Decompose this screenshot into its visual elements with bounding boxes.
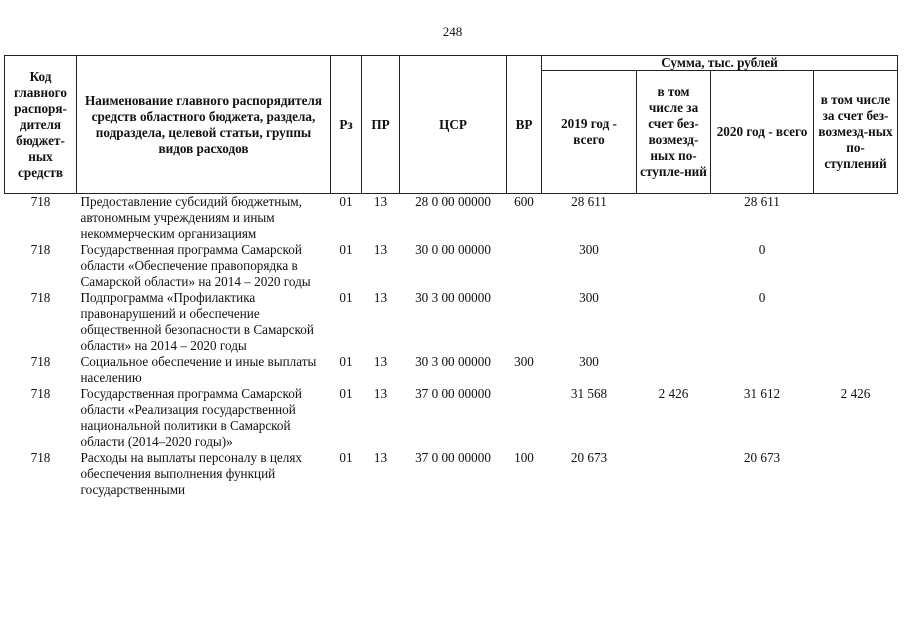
cell-csr: 30 0 00 00000 <box>415 242 491 257</box>
cell-pr: 13 <box>373 450 388 465</box>
cell-name: Подпрограмма «Профилактика правонарушений и обеспечение общественной безопасности в Самарской области» на 2014 – 2020 годы <box>80 290 314 353</box>
cell-rz: 01 <box>339 290 353 305</box>
cell-2020-total: 31 612 <box>743 386 781 401</box>
cell-2020-total <box>711 354 814 386</box>
header-sum-group: Сумма, тыс. рублей <box>542 56 898 71</box>
header-name: Наименование главного распорядителя средств областного бюджета, раздела, подраздела, целевой статьи, группы видов расходов <box>77 56 331 194</box>
cell-2020-free <box>814 354 898 386</box>
cell-pr: 13 <box>373 354 388 369</box>
header-vr: ВР <box>507 56 542 194</box>
page-number: 248 <box>442 24 463 39</box>
cell-2019-total: 300 <box>579 242 599 257</box>
cell-rz: 01 <box>339 450 353 465</box>
cell-2020-free <box>814 194 898 243</box>
cell-2019-free <box>637 450 711 498</box>
header-csr: ЦСР <box>400 56 507 194</box>
cell-vr <box>507 242 542 290</box>
cell-rz: 01 <box>339 194 353 209</box>
cell-csr: 37 0 00 00000 <box>415 450 491 465</box>
cell-csr: 37 0 00 00000 <box>415 386 491 401</box>
cell-csr: 28 0 00 00000 <box>415 194 491 209</box>
cell-code: 718 <box>30 290 51 305</box>
cell-code: 718 <box>30 450 51 465</box>
cell-vr: 100 <box>514 450 534 465</box>
table-header <box>5 56 898 194</box>
cell-2020-total: 28 611 <box>744 194 780 209</box>
cell-code: 718 <box>30 242 51 257</box>
cell-2019-total: 300 <box>579 290 599 305</box>
cell-rz: 01 <box>339 354 353 369</box>
cell-code: 718 <box>30 194 51 209</box>
cell-2019-free <box>637 354 711 386</box>
cell-pr: 13 <box>373 290 388 305</box>
header-2020-free: в том числе за счет без-возмезд-ных по-ступлений <box>814 71 898 194</box>
cell-vr: 600 <box>514 194 534 209</box>
cell-2019-total: 300 <box>579 354 599 369</box>
cell-2019-free: 2 426 <box>658 386 689 401</box>
cell-name: Государственная программа Самарской области «Обеспечение правопорядка в Самарской области» на 2014 – 2020 годы <box>80 242 311 289</box>
cell-2020-free: 2 426 <box>840 386 871 401</box>
header-2019-free: в том числе за счет без-возмезд-ных по-ступле-ний <box>637 71 711 194</box>
cell-2020-free <box>814 450 898 498</box>
cell-code: 718 <box>30 386 51 401</box>
cell-2019-total: 28 611 <box>571 194 607 209</box>
table-row <box>5 194 898 243</box>
cell-2020-total: 0 <box>758 290 766 305</box>
cell-2020-free <box>814 242 898 290</box>
cell-code: 718 <box>30 354 51 369</box>
cell-pr: 13 <box>373 242 388 257</box>
cell-name: Расходы на выплаты персоналу в целях обеспечения выполнения функций государственными <box>80 450 303 497</box>
cell-name: Государственная программа Самарской области «Реализация государственной национальной политики в Самарской области (2014–2020 годы)» <box>80 386 302 449</box>
cell-2019-free <box>637 194 711 243</box>
cell-pr: 13 <box>373 194 388 209</box>
cell-vr: 300 <box>514 354 534 369</box>
cell-rz: 01 <box>339 386 353 401</box>
cell-pr: 13 <box>373 386 388 401</box>
cell-2019-free <box>637 242 711 290</box>
cell-name: Предоставление субсидий бюджетным, автономным учреждениям и иным некоммерческим организациям <box>80 194 302 241</box>
cell-rz: 01 <box>339 242 353 257</box>
table-row <box>5 290 898 354</box>
cell-vr <box>507 290 542 354</box>
cell-2019-free <box>637 290 711 354</box>
header-rz: Рз <box>331 56 362 194</box>
budget-table <box>4 55 898 498</box>
table-row <box>5 386 898 450</box>
cell-2020-total: 20 673 <box>743 450 781 465</box>
table-row <box>5 242 898 290</box>
header-2019-total: 2019 год - всего <box>542 71 637 194</box>
cell-2020-free <box>814 290 898 354</box>
cell-vr <box>507 386 542 450</box>
cell-2019-total: 20 673 <box>570 450 608 465</box>
header-code: Код главного распоря-дителя бюджет-ных средств <box>5 56 77 194</box>
table-row <box>5 354 898 386</box>
table-row <box>5 450 898 498</box>
header-2020-total: 2020 год - всего <box>711 71 814 194</box>
cell-name: Социальное обеспечение и иные выплаты населению <box>80 354 317 385</box>
table-body <box>5 194 898 499</box>
cell-csr: 30 3 00 00000 <box>415 290 491 305</box>
cell-csr: 30 3 00 00000 <box>415 354 491 369</box>
cell-2020-total: 0 <box>758 242 766 257</box>
cell-2019-total: 31 568 <box>570 386 608 401</box>
header-pr: ПР <box>362 56 400 194</box>
